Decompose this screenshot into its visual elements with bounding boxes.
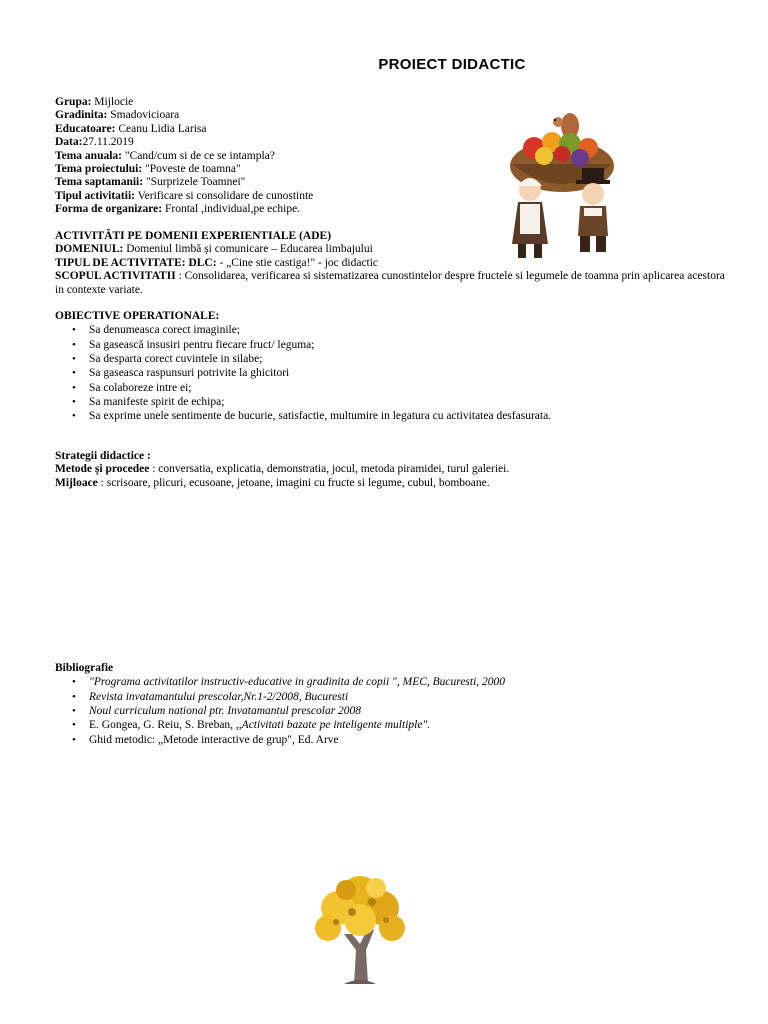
tree-trunk-icon: [344, 928, 376, 984]
objectives-heading: OBIECTIVE OPERATIONALE:: [55, 310, 220, 322]
autumn-children-illustration: [496, 108, 628, 266]
info-row-grupa: Grupa: Mijlocie: [55, 96, 134, 108]
bibliography-list: [55, 675, 505, 746]
ade-domain: DOMENIUL: Domeniul limbă și comunicare – Educarea limbajului: [55, 243, 373, 256]
ade-type: TIPUL DE ACTIVITATE: DLC: - „Cine stie castiga!" - joc didactic: [55, 256, 379, 269]
info-row-data: Data:27.11.2019: [55, 136, 134, 149]
ade-scope: SCOPUL ACTIVITATII : Consolidarea, verificarea si sistematizarea cunostintelor despre fructele si legumele de toamna prin aplicarea acestora in contexte variate.: [55, 270, 725, 296]
ade-block: [55, 230, 735, 297]
strategies-heading: Strategii didactice :: [55, 450, 151, 462]
info-row-educatoare: Educatoare: Ceanu Lidia Larisa: [55, 122, 207, 135]
list-item: • Ghid metodic: „Metode interactive de grup", Ed. Arve: [89, 733, 505, 747]
info-row-gradinita: Gradinita: Smadovicioara: [55, 109, 180, 122]
strategies-means: Mijloace : scrisoare, plicuri, ecusoane, jetoane, imagini cu fructe si legume, cubul, bomboane.: [55, 476, 490, 489]
tree-foliage-icon: [315, 876, 405, 941]
list-item: • Sa gaseasca raspunsuri potrivite la ghicitori: [89, 366, 551, 380]
list-item: • Sa colaboreze intre ei;: [89, 381, 551, 395]
list-item: • E. Gongea, G. Reiu, S. Breban, ,,Activitati bazate pe inteligente multiple".: [89, 718, 505, 732]
info-row-tema-saptamanii: Tema saptamanii: "Surprizele Toamnei": [55, 176, 246, 189]
bibliography-block: [55, 662, 505, 747]
list-item: • Revista invatamantului prescolar,Nr.1-2/2008, Bucuresti: [89, 690, 505, 704]
list-item: • Sa desparta corect cuvintele in silabe;: [89, 352, 551, 366]
list-item: • Sa denumeasca corect imaginile;: [89, 323, 551, 337]
list-item: • Noul curriculum national ptr. Invatamantul prescolar 2008: [89, 704, 505, 718]
boy-figure-icon: [576, 168, 610, 252]
ade-heading: ACTIVITĂTI PE DOMENII EXPERIENTIALE (ADE): [55, 230, 332, 242]
objectives-list: [55, 323, 551, 423]
list-item: • Sa manifeste spirit de echipa;: [89, 395, 551, 409]
strategies-methods: Metode şi procedee : conversatia, explicatia, demonstratia, jocul, metoda piramidei, turul galeriei.: [55, 463, 510, 476]
objectives-block: [55, 310, 551, 423]
list-item: • "Programa activitatilor instructiv-educative in gradinita de copii ", MEC, Bucuresti, 2000: [89, 675, 505, 689]
autumn-tree-illustration: [310, 872, 410, 990]
info-row-forma-organizare: Forma de organizare: Frontal ,individual,pe echipe.: [55, 203, 301, 216]
list-item: • Sa gasească insusiri pentru fiecare fruct/ leguma;: [89, 338, 551, 352]
info-block: [55, 96, 313, 217]
page-title: PROIECT DIDACTIC: [378, 56, 526, 73]
bibliography-heading: Bibliografie: [55, 662, 114, 674]
info-row-tema-proiectului: Tema proiectului: "Poveste de toamna": [55, 163, 241, 176]
strategies-block: [55, 450, 509, 490]
info-row-tipul-activitatii: Tipul activitatii: Verificare si consolidare de cunostinte: [55, 189, 314, 202]
info-row-tema-anuala: Tema anuala: "Cand/cum si de ce se intampla?: [55, 149, 275, 162]
list-item: • Sa exprime unele sentimente de bucurie, satisfactie, multumire in legatura cu activitatea desfasurata.: [89, 409, 551, 423]
